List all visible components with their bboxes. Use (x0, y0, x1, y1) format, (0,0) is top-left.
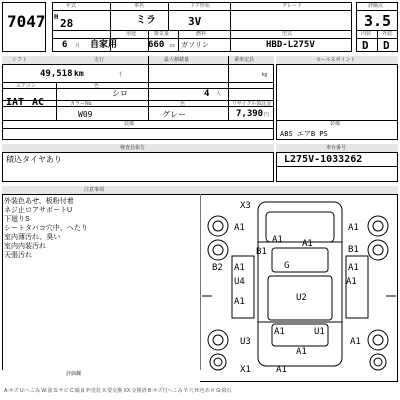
remark-item: 室内内装汚れ (4, 243, 46, 250)
usage-label: 用途 (126, 31, 137, 37)
damage-mark: A1 (274, 327, 285, 337)
score-label: 評価点 (368, 3, 384, 9)
load-label: 最大積載量 (164, 57, 190, 63)
year-value: 28 (60, 17, 74, 30)
recycle-unit: 円 (264, 112, 270, 118)
remark-item: 室内薄汚れ、臭い (4, 234, 61, 241)
equipment-value: ABS エアB PS (280, 130, 328, 138)
damage-mark: A1 (234, 297, 245, 307)
recycle-label: リサイクル預託金 (232, 101, 272, 107)
exterior-label: 外装 (382, 31, 393, 37)
damage-mark: A1 (272, 235, 283, 245)
interior-label: 内装 (361, 31, 372, 37)
damage-mark: A1 (234, 263, 245, 273)
inspection-notes: 積込タイヤあり (6, 155, 62, 164)
load-unit: kg (262, 72, 268, 78)
damage-mark: A1 (234, 223, 245, 233)
damage-mark: A1 (296, 347, 307, 357)
damage-mark: A1 (348, 223, 359, 233)
model-label: 型式 (282, 31, 293, 37)
damage-mark: U4 (234, 277, 245, 287)
damage-mark: B2 (212, 263, 223, 273)
damage-mark: A1 (346, 277, 357, 287)
notes-label: 注意事項 (84, 187, 105, 193)
ac-label: エアコン (16, 83, 36, 89)
mileage-unit-thousand: 千 (118, 72, 124, 78)
mileage-label: 走行 (94, 57, 105, 63)
remark-item: 天張汚れ (4, 252, 32, 259)
mileage-unit: km (74, 69, 84, 78)
month-unit: 月 (75, 43, 81, 49)
score-value: 3.5 (364, 12, 392, 30)
color-jp: シロ (112, 89, 128, 98)
name-label: 車名 (134, 3, 145, 9)
door-label: ドア形状 (190, 3, 210, 9)
remark-item: シートタバコ穴中、へたり (4, 225, 88, 232)
shift-value: IAT (6, 97, 25, 108)
capacity-value: 4 (204, 89, 210, 99)
disp-unit: cc (170, 43, 175, 49)
door-type: 3V (188, 15, 202, 28)
damage-mark: A1 (348, 263, 359, 273)
fuel-value: ガソリン (181, 41, 209, 49)
remark-item: 下廻りS (4, 216, 30, 223)
footer-label: 評価欄 (66, 371, 82, 377)
mileage-value: 49,518 (40, 69, 73, 79)
recycle-value: 7,390 (236, 109, 264, 119)
shift-label: シフト (12, 57, 28, 63)
usage-value: 自家用 (90, 40, 118, 50)
capacity-label: 乗車定員 (234, 57, 255, 63)
color-label: 色 (94, 83, 100, 89)
fuel-label: 燃料 (196, 31, 207, 37)
car-name: ミラ (136, 15, 156, 26)
chassis-number: L275V-1033262 (284, 154, 363, 165)
damage-mark: U2 (296, 293, 307, 303)
grade-label: グレード (282, 3, 303, 9)
model-code: HBD-L275V (266, 40, 315, 50)
interior-grade: D (362, 39, 369, 52)
remark-item: ネジ止ロアサポートU (4, 207, 73, 214)
sales-box (276, 56, 398, 140)
damage-mark: A1 (302, 239, 313, 249)
damage-mark: G (284, 261, 290, 271)
color-name-label: 色 (180, 101, 186, 107)
damage-mark: A1 (350, 337, 361, 347)
damage-mark: B1 (348, 245, 359, 255)
damage-mark: X1 (240, 365, 251, 375)
damage-mark: U3 (240, 337, 251, 347)
disp-label: 排気量 (154, 31, 170, 37)
capacity-unit: 人 (216, 91, 222, 97)
remarks-list (4, 197, 194, 260)
damage-mark: X3 (240, 201, 251, 211)
damage-mark: A1 (276, 365, 287, 375)
color-name: グレー (162, 110, 186, 119)
month-value: 6 (62, 40, 68, 50)
equipment-label: 装備 (124, 121, 135, 127)
year-label: 年式 (66, 3, 77, 9)
displacement-value: 660 (148, 40, 165, 50)
equip-label-right: 装備 (330, 121, 341, 127)
damage-mark: U1 (314, 327, 325, 337)
ac-value: AC (32, 97, 45, 108)
color-no-label: カラーNo. (70, 101, 93, 107)
chassis-label: 車台番号 (326, 145, 347, 151)
era-letter: H (54, 13, 59, 21)
car-damage-diagram (202, 196, 396, 372)
color-no: W09 (78, 110, 93, 119)
exterior-grade: D (383, 39, 390, 52)
footer-legend: A:キズ U:へこみ W:波 S:サビ C:腐食 P:塗装 X:要交換 XX:交換済 B:キズ付へこみ Y:穴 H:色あせ G:飛石 (4, 388, 232, 394)
inspection-label: 検査員報告 (120, 145, 146, 151)
remark-item: 外装色あせ、板粉付着 (4, 198, 74, 205)
damage-mark: B1 (256, 247, 267, 257)
sales-label: セールスポイント (316, 57, 356, 63)
lot-number: 7047 (7, 12, 46, 31)
